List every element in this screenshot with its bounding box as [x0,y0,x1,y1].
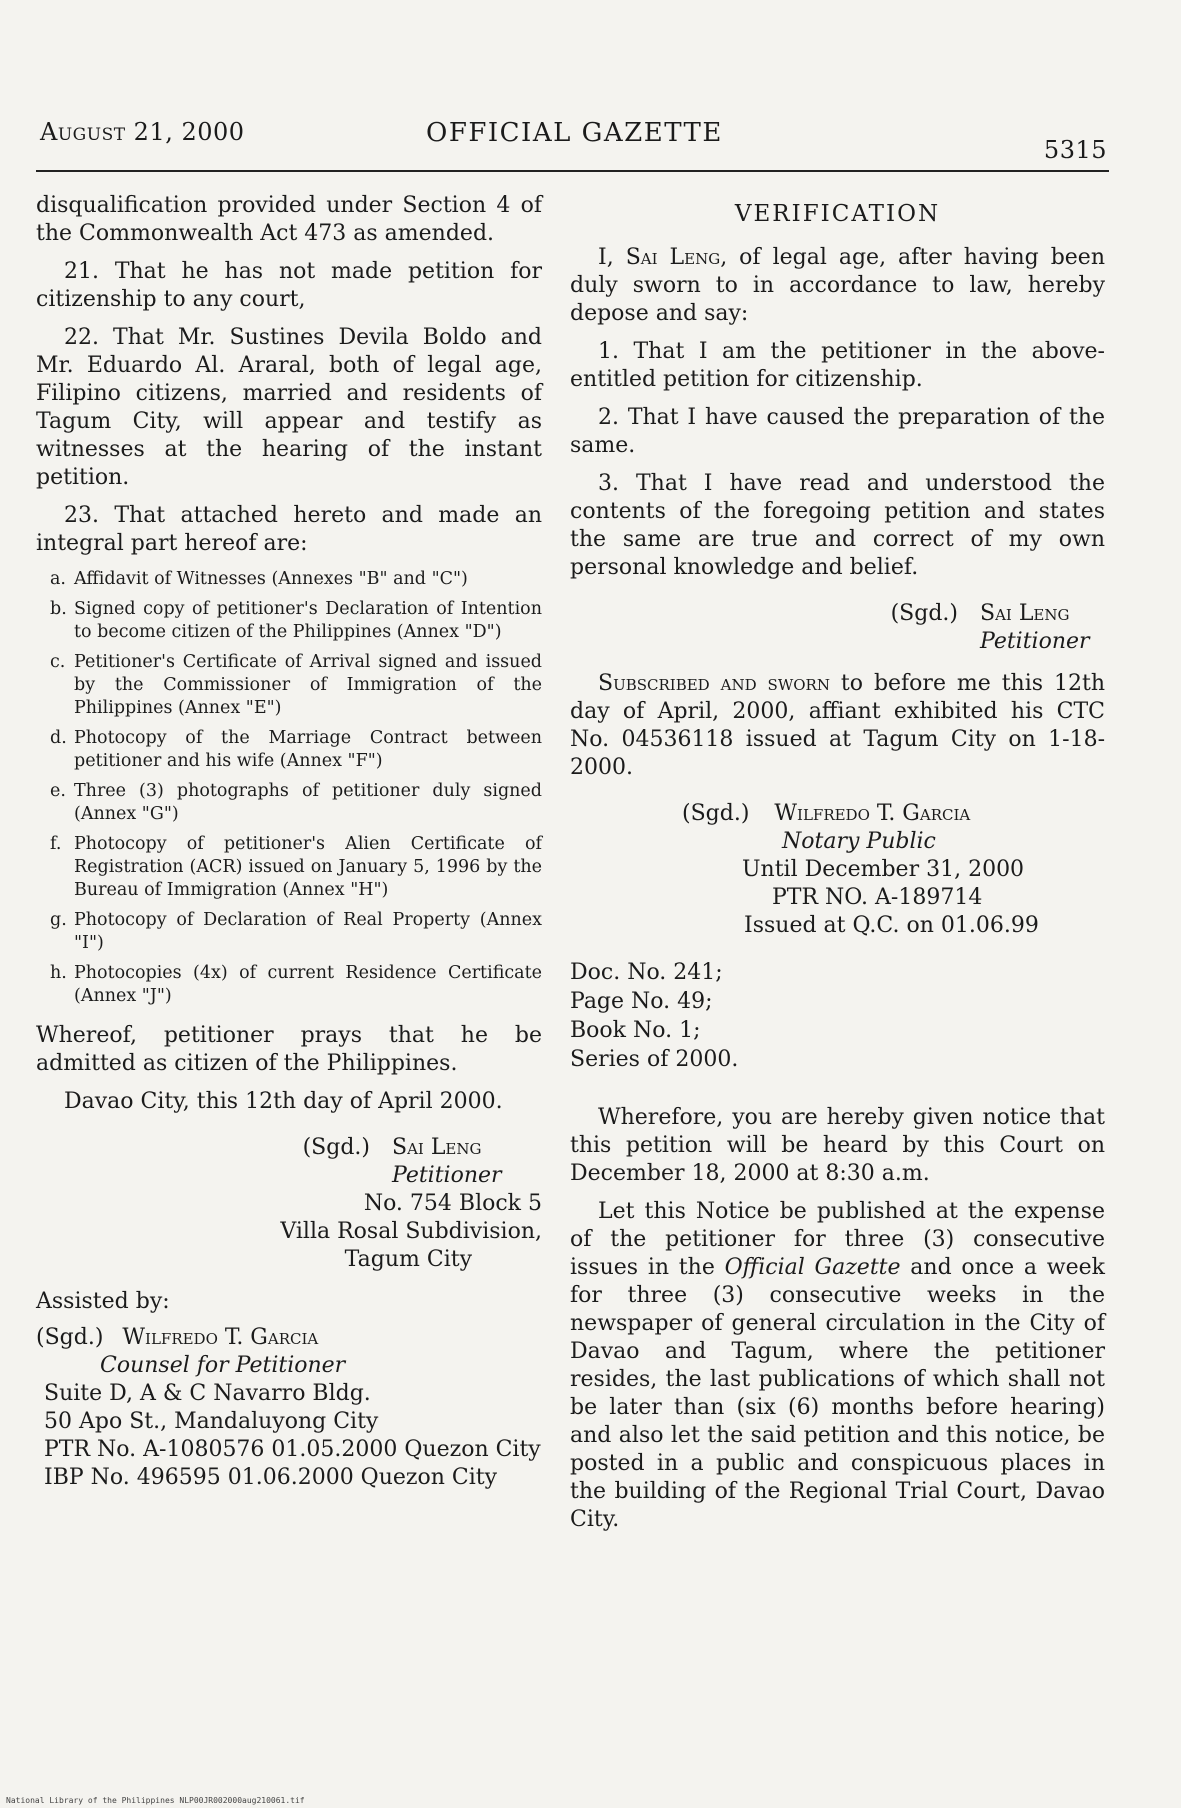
counsel-name: Wilfredo T. Garcia [122,1325,319,1350]
whereof-paragraph: Whereof, petitioner prays that he be admitted as citizen of the Philippines. [36,1023,542,1076]
verification-title: VERIFICATION [734,201,941,227]
notary-line: Issued at Q.C. on 01.06.99 [744,913,1039,938]
paragraph-23: 23. That attached hereto and made an integral part hereof are: [36,503,542,556]
doc-line: Page No. 49; [570,989,713,1014]
doc-line: Doc. No. 241; [570,960,723,985]
sgd-label: (Sgd.) [890,601,958,626]
subscribed-paragraph: Subscribed and sworn to before me this 12th day of April, 2000, affiant exhibited his CTC No. 04536118 issued at Tagum City on 1-18-2000. [570,671,1105,780]
sgd-label: (Sgd.) [36,1325,104,1350]
sgd-label: (Sgd.) [302,1135,370,1160]
notary-line: Until December 31, 2000 [742,857,1025,882]
verification-item: 1. That I am the petitioner in the above-entitled petition for citizenship. [570,339,1105,392]
affiant-name: Sai Leng [625,245,721,270]
petitioner-signature [36,1134,542,1274]
counsel-ptr-line: PTR No. A-1080576 01.05.2000 Quezon City [44,1437,541,1462]
counsel-ibp-line: IBP No. 496595 01.06.2000 Quezon City [44,1465,498,1490]
annex-item: e. Three (3) photographs of petitioner duly signed (Annex "G") [50,781,542,824]
verification-intro: I, Sai Leng, of legal age, after having been duly sworn to in accordance to law, hereby depose and say: [570,245,1105,326]
place-date: Davao City, this 12th day of April 2000. [64,1089,503,1114]
counsel-signature [36,1324,542,1352]
counsel-role: Counsel for Petitioner [100,1353,346,1378]
counsel-address-line: 50 Apo St., Mandaluyong City [44,1409,379,1434]
petitioner-role: Petitioner [980,629,1090,654]
header-rule [36,170,1109,172]
petitioner-role: Petitioner [392,1163,502,1188]
gazette-title: OFFICIAL GAZETTE [426,118,723,148]
header-date: August 21, 2000 [40,118,245,146]
doc-line: Book No. 1; [570,1018,701,1043]
verification-item: 2. That I have caused the preparation of the same. [570,405,1105,458]
address-line: Tagum City [344,1247,472,1272]
annex-item: h. Photocopies (4x) of current Residence Certificate (Annex "J") [50,963,542,1006]
assisted-by: Assisted by: [36,1289,170,1314]
annex-item: a. Affidavit of Witnesses (Annexes "B" and "C") [50,569,468,589]
doc-line: Series of 2000. [570,1047,739,1072]
document-record [570,958,1105,1074]
paragraph-22: 22. That Mr. Sustines Devila Boldo and Mr. Eduardo Al. Araral, both of legal age, Filipino citizens, married and residents of Tagum City, will appear and testify as witnesses at the hearing of the instant petition. [36,325,542,490]
notary-name: Wilfredo T. Garcia [774,801,971,826]
left-column [36,192,542,1492]
notary-signature [570,800,1105,940]
page-number: 5315 [1043,136,1107,164]
annex-item: d. Photocopy of the Marriage Contract between petitioner and his wife (Annex "F") [50,728,542,771]
address-line: Villa Rosal Subdivision, [280,1219,542,1244]
counsel-address-line: Suite D, A & C Navarro Bldg. [44,1381,371,1406]
petitioner-name: Sai Leng [980,601,1070,626]
annex-list [36,568,542,1008]
gazette-name: Official Gazette [724,1255,901,1280]
right-column [570,200,1105,1544]
annex-item: c. Petitioner's Certificate of Arrival signed and issued by the Commissioner of Immigration of the Philippines (Annex "E") [50,652,542,718]
notary-line: PTR NO. A-189714 [772,885,983,910]
address-line: No. 754 Block 5 [363,1191,542,1216]
notice-paragraph: Wherefore, you are hereby given notice that this petition will be heard by this Court on December 18, 2000 at 8:30 a.m. [570,1105,1105,1186]
intro-paragraph: disqualification provided under Section 4 of the Commonwealth Act 473 as amended. [36,193,542,246]
notary-role: Notary Public [782,829,936,854]
petitioner-name: Sai Leng [392,1135,482,1160]
verification-signature [570,600,1105,656]
paragraph-21: 21. That he has not made petition for citizenship to any court, [36,259,542,312]
scan-footer: National Library of the Philippines NLP00JR002000aug210061.tif [6,1796,305,1805]
annex-item: g. Photocopy of Declaration of Real Property (Annex "I") [50,910,542,953]
verification-item: 3. That I have read and understood the contents of the foregoing petition and states the same are true and correct of my own personal knowledge and belief. [570,471,1105,580]
annex-item: b. Signed copy of petitioner's Declaration of Intention to become citizen of the Philippines (Annex "D") [50,599,542,642]
publication-paragraph: Let this Notice be published at the expense of the petitioner for three (3) consecutive issues in the Official Gazette and once a week for three (3) consecutive weeks in the newspaper of general circulation in the City of Davao and Tagum, where the petitioner resides, the last publications of which shall not be later than (six (6) months before hearing) and also let the said petition and this notice, be posted in a public and conspicuous places in the building of the Regional Trial Court, Davao City. [570,1199,1105,1532]
sgd-label: (Sgd.) [682,801,750,826]
annex-item: f. Photocopy of petitioner's Alien Certificate of Registration (ACR) issued on January 5, 1996 by the Bureau of Immigration (Annex "H") [50,834,542,900]
